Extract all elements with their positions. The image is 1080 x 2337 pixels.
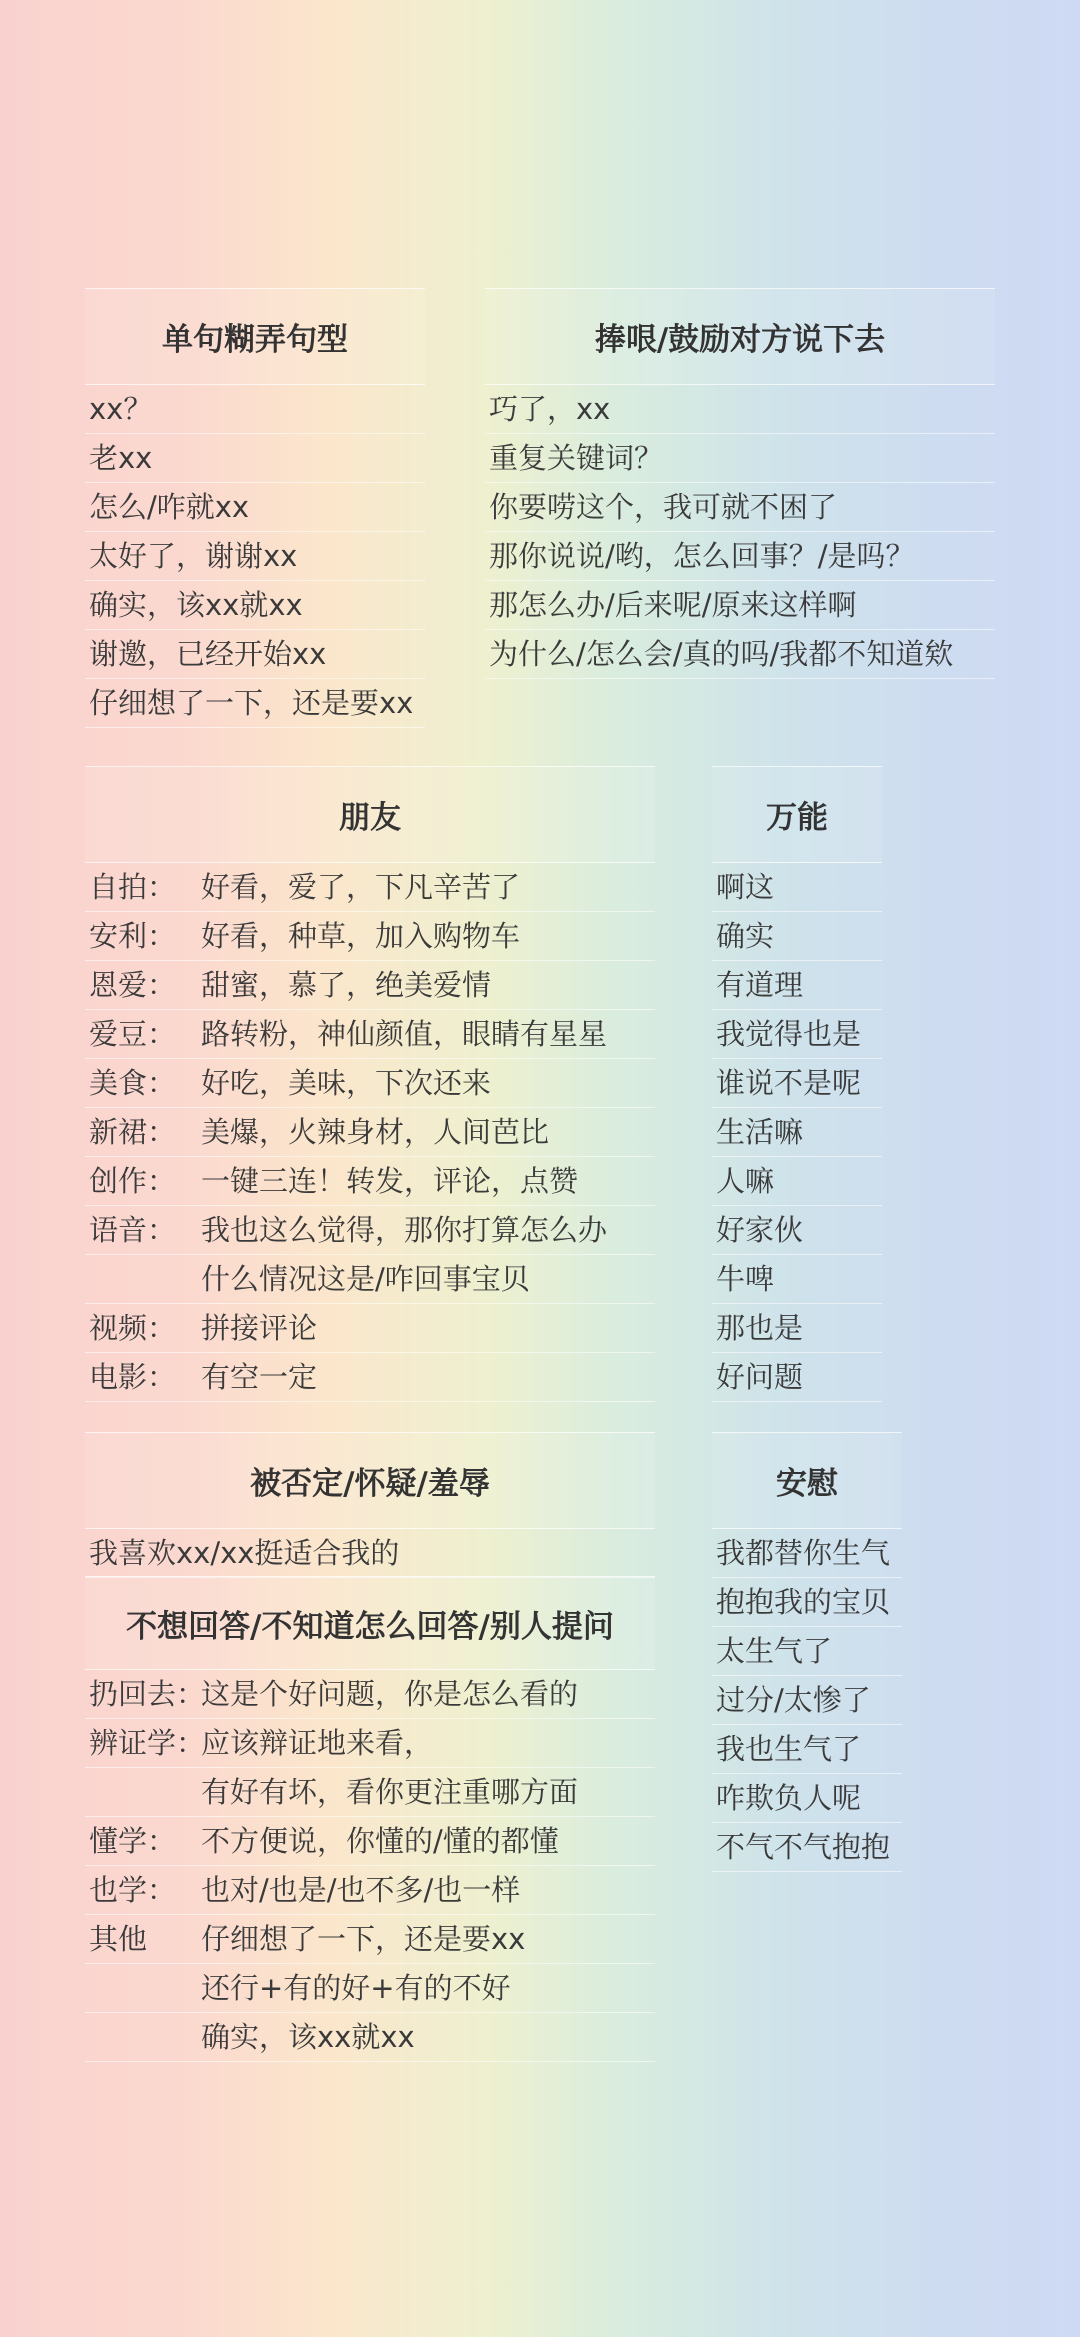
item-label: 也学： <box>89 1873 177 1907</box>
item-label: 创作： <box>89 1164 177 1198</box>
list-item: 太生气了 <box>712 1627 902 1676</box>
list-item: 我喜欢xx/xx挺适合我的 <box>85 1529 655 1578</box>
item-label: 自拍： <box>89 870 177 904</box>
item-label: 新裙： <box>89 1115 177 1149</box>
item-label: 辨证学： <box>89 1726 206 1760</box>
item-text: 什么情况这是/咋回事宝贝 <box>201 1262 530 1296</box>
section-wanneng <box>712 766 882 1402</box>
section-buxiang <box>85 1576 655 2062</box>
item-label: 恩爱： <box>89 968 177 1002</box>
item-text: 好看，种草，加入购物车 <box>201 919 521 953</box>
list-item: 我都替你生气 <box>712 1529 902 1578</box>
list-item: 我也生气了 <box>712 1725 902 1774</box>
list-item: 谢邀，已经开始xx <box>85 630 425 679</box>
list-item: 人嘛 <box>712 1157 882 1206</box>
item-text: 也对/也是/也不多/也一样 <box>201 1873 521 1907</box>
list-item: 那怎么办/后来呢/原来这样啊 <box>485 581 995 630</box>
list-item: 好家伙 <box>712 1206 882 1255</box>
item-text: 这是个好问题，你是怎么看的 <box>201 1677 579 1711</box>
item-text: 有空一定 <box>201 1360 318 1394</box>
section-title: 不想回答/不知道怎么回答/别人提问 <box>85 1576 655 1670</box>
item-text: 我也这么觉得，那你打算怎么办 <box>201 1213 608 1247</box>
list-item <box>85 1866 655 1915</box>
phrase-list <box>85 1529 655 1578</box>
list-item: 重复关键词？ <box>485 434 995 483</box>
list-item <box>85 1817 655 1866</box>
list-item: 太好了，谢谢xx <box>85 532 425 581</box>
list-item <box>85 1206 655 1255</box>
list-item: 过分/太惨了 <box>712 1676 902 1725</box>
phrase-list <box>712 1529 902 1872</box>
item-label: 电影： <box>89 1360 177 1394</box>
list-item <box>85 1719 655 1768</box>
item-text: 甜蜜，慕了，绝美爱情 <box>201 968 492 1002</box>
section-title: 被否定/怀疑/羞辱 <box>85 1432 655 1529</box>
section-title: 安慰 <box>712 1432 902 1529</box>
list-item <box>85 1157 655 1206</box>
list-item <box>85 961 655 1010</box>
list-item <box>85 1964 655 2013</box>
item-text: 一键三连！转发，评论，点赞 <box>201 1164 579 1198</box>
section-pengyou <box>85 766 655 1402</box>
item-text: 确实，该xx就xx <box>201 2020 415 2054</box>
item-label: 语音： <box>89 1213 177 1247</box>
item-text: 应该辩证地来看， <box>201 1726 434 1760</box>
section-foudin <box>85 1432 655 1578</box>
list-item: 仔细想了一下，还是要xx <box>85 679 425 728</box>
list-item: 怎么/咋就xx <box>85 483 425 532</box>
list-item <box>85 912 655 961</box>
section-anwei <box>712 1432 902 1872</box>
section-title: 单句糊弄句型 <box>85 288 425 385</box>
item-label: 视频： <box>89 1311 177 1345</box>
list-item: 那你说说/哟，怎么回事？/是吗？ <box>485 532 995 581</box>
item-text: 美爆，火辣身材，人间芭比 <box>201 1115 550 1149</box>
list-item: 不气不气抱抱 <box>712 1823 902 1872</box>
list-item: 抱抱我的宝贝 <box>712 1578 902 1627</box>
list-item <box>85 1304 655 1353</box>
phrase-list <box>85 863 655 1402</box>
item-text: 路转粉，神仙颜值，眼睛有星星 <box>201 1017 608 1051</box>
section-penggen <box>485 288 995 679</box>
list-item: 生活嘛 <box>712 1108 882 1157</box>
section-dandou <box>85 288 425 728</box>
item-text: 好看，爱了，下凡辛苦了 <box>201 870 521 904</box>
list-item <box>85 1255 655 1304</box>
list-item: 牛啤 <box>712 1255 882 1304</box>
list-item <box>85 1670 655 1719</box>
item-label: 美食： <box>89 1066 177 1100</box>
list-item: 那也是 <box>712 1304 882 1353</box>
list-item <box>85 1768 655 1817</box>
phrase-list <box>712 863 882 1402</box>
item-label: 扔回去： <box>89 1677 206 1711</box>
list-item: 确实 <box>712 912 882 961</box>
list-item <box>85 1915 655 1964</box>
list-item <box>85 863 655 912</box>
list-item <box>85 1353 655 1402</box>
list-item: 你要唠这个，我可就不困了 <box>485 483 995 532</box>
item-text: 仔细想了一下，还是要xx <box>201 1922 526 1956</box>
item-label: 安利： <box>89 919 177 953</box>
item-text: 好吃，美味，下次还来 <box>201 1066 492 1100</box>
item-label: 其他 <box>89 1922 148 1956</box>
section-title: 万能 <box>712 766 882 863</box>
list-item: 我觉得也是 <box>712 1010 882 1059</box>
list-item: 好问题 <box>712 1353 882 1402</box>
list-item <box>85 1059 655 1108</box>
list-item: xx？ <box>85 385 425 434</box>
section-title: 捧哏/鼓励对方说下去 <box>485 288 995 385</box>
list-item: 啊这 <box>712 863 882 912</box>
item-text: 还行+有的好+有的不好 <box>201 1971 511 2005</box>
phrase-list <box>85 1670 655 2062</box>
item-text: 有好有坏，看你更注重哪方面 <box>201 1775 579 1809</box>
item-text: 不方便说，你懂的/懂的都懂 <box>201 1824 559 1858</box>
list-item: 谁说不是呢 <box>712 1059 882 1108</box>
item-label: 爱豆： <box>89 1017 177 1051</box>
list-item: 咋欺负人呢 <box>712 1774 902 1823</box>
list-item: 确实，该xx就xx <box>85 581 425 630</box>
phrase-list <box>85 385 425 728</box>
item-label: 懂学： <box>89 1824 177 1858</box>
list-item <box>85 1010 655 1059</box>
list-item <box>85 1108 655 1157</box>
list-item <box>85 2013 655 2062</box>
section-title: 朋友 <box>85 766 655 863</box>
list-item: 老xx <box>85 434 425 483</box>
item-text: 拼接评论 <box>201 1311 318 1345</box>
phrase-list <box>485 385 995 679</box>
list-item: 巧了，xx <box>485 385 995 434</box>
list-item: 有道理 <box>712 961 882 1010</box>
list-item: 为什么/怎么会/真的吗/我都不知道欸 <box>485 630 995 679</box>
